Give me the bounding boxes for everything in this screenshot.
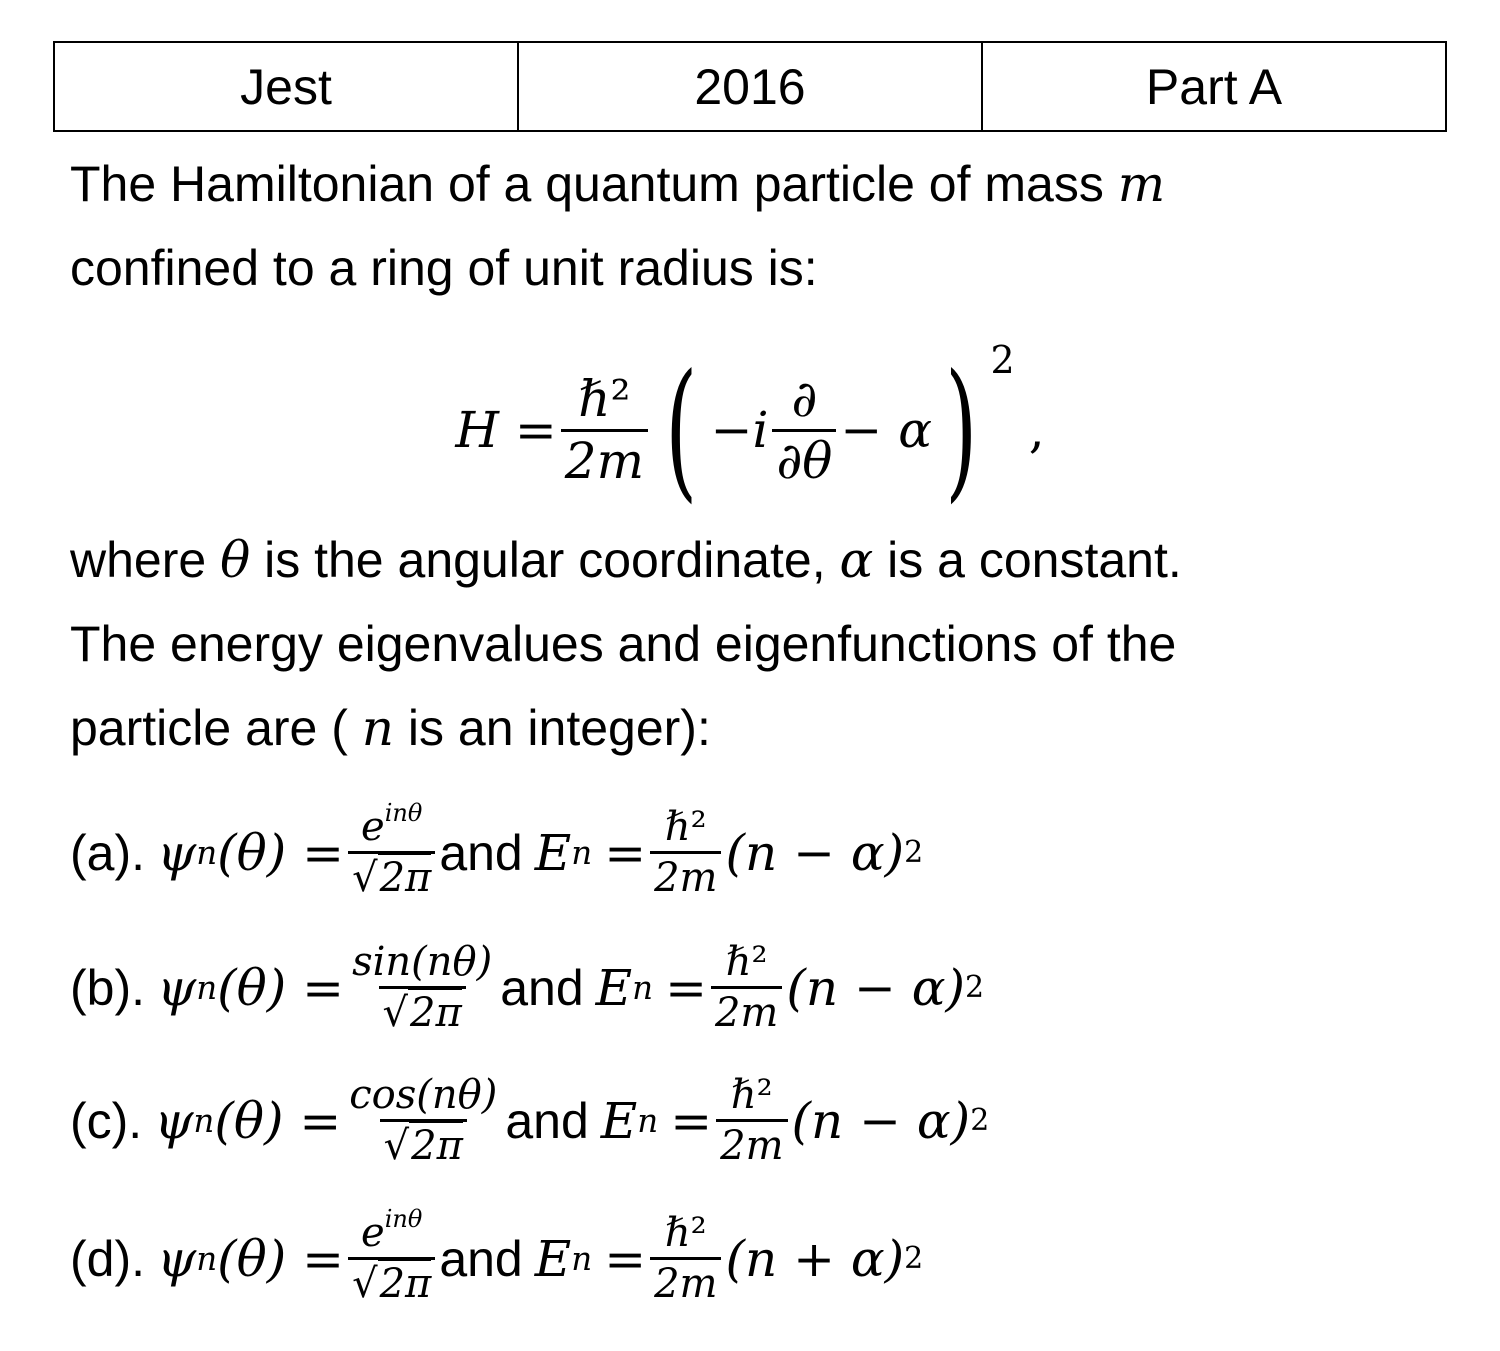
option-label: (d).: [70, 1230, 145, 1287]
psi-symbol: ψ: [157, 958, 197, 1017]
question-line-2: confined to a ring of unit radius is:: [70, 240, 818, 296]
equation-comma: ,: [1028, 401, 1045, 459]
wavefunction-fraction: $\frac{\cos(n\theta)}{√2\pi}$: [349, 1072, 498, 1169]
equation-minus-i: −i: [710, 401, 769, 459]
energy-symbol: E: [595, 958, 633, 1017]
var-alpha: α: [839, 531, 874, 589]
option-a[interactable]: (a). ψ n (θ) = $\frac{e^{in\theta}}{√2\pi}$ and E n = $\frac{\text{ℏ²}}{2m}$ (n − α) 2: [70, 798, 924, 901]
var-m: m: [1117, 155, 1166, 213]
and-text: and: [439, 824, 523, 881]
wavefunction-fraction: $\frac{e^{in\theta}}{√2\pi}$: [348, 1211, 435, 1306]
wavefunction-fraction: $\frac{e^{in\theta}}{√2\pi}$: [348, 805, 435, 900]
question-body: [70, 518, 1450, 770]
and-text: and: [500, 959, 584, 1016]
psi-symbol: ψ: [157, 823, 197, 882]
question-line-4: The energy eigenvalues and eigenfunctions of the: [70, 616, 1177, 672]
question-intro: [70, 142, 1450, 310]
left-paren: (: [665, 343, 698, 517]
equation-derivative: $\frac{\partial}{\partial\theta}$: [772, 372, 836, 489]
and-text: and: [439, 1230, 523, 1287]
equation-power: 2: [990, 338, 1015, 382]
var-theta: θ: [220, 531, 251, 589]
equation-minus-alpha: − α: [840, 401, 932, 459]
energy-prefactor: $\frac{\text{ℏ²}}{2m}$: [650, 1211, 721, 1306]
energy-symbol: E: [600, 1091, 638, 1150]
psi-symbol: ψ: [157, 1229, 197, 1288]
question-line-3: where θ is the angular coordinate, α is a constant.: [70, 531, 1182, 589]
option-label: (b).: [70, 959, 145, 1016]
option-c[interactable]: (c). ψ n (θ) = $\frac{\cos(n\theta)}{√2\pi}$ and E n = $\frac{\text{ℏ²}}{2m}$ (n − α) 2: [70, 1072, 990, 1169]
right-paren: ): [945, 343, 978, 517]
energy-symbol: E: [534, 823, 572, 882]
psi-arg: (θ) =: [217, 823, 345, 882]
hamiltonian-equation: [0, 335, 1500, 525]
energy-term: (n − α): [786, 958, 966, 1017]
psi-arg: (θ) =: [214, 1091, 342, 1150]
energy-term: (n + α): [725, 1229, 905, 1288]
psi-arg: (θ) =: [217, 958, 345, 1017]
energy-symbol: E: [534, 1229, 572, 1288]
header-exam-name: Jest: [55, 43, 519, 130]
header-table: [53, 41, 1447, 132]
option-label: (c).: [70, 1092, 143, 1149]
option-b[interactable]: (b). ψ n (θ) = $\frac{\sin(n\theta)}{√2\pi}$ and E n = $\frac{\text{ℏ²}}{2m}$ (n − α) 2: [70, 939, 985, 1036]
energy-prefactor: $\frac{\text{ℏ²}}{2m}$: [650, 805, 721, 900]
wavefunction-fraction: $\frac{\sin(n\theta)}{√2\pi}$: [352, 939, 493, 1036]
energy-term: (n − α): [725, 823, 905, 882]
header-part: Part A: [1145, 58, 1283, 115]
energy-prefactor: $\frac{\text{ℏ²}}{2m}$: [711, 940, 782, 1035]
question-line-1: The Hamiltonian of a quantum particle of mass m: [70, 155, 1166, 213]
header-year: 2016: [519, 43, 983, 130]
equation-lhs: H =: [455, 401, 557, 459]
option-d[interactable]: (d). ψ n (θ) = $\frac{e^{in\theta}}{√2\pi}$ and E n = $\frac{\text{ℏ²}}{2m}$ (n + α) 2: [70, 1204, 924, 1307]
energy-prefactor: $\frac{\text{ℏ²}}{2m}$: [716, 1073, 787, 1168]
question-line-5: particle are ( n is an integer):: [70, 699, 711, 757]
psi-arg: (θ) =: [217, 1229, 345, 1288]
option-label: (a).: [70, 824, 145, 881]
equation-prefactor: $\frac{\text{ℏ²}}{2m}$: [561, 372, 648, 489]
var-n: n: [361, 699, 394, 757]
and-text: and: [505, 1092, 589, 1149]
psi-symbol: ψ: [154, 1091, 194, 1150]
energy-term: (n − α): [791, 1091, 971, 1150]
